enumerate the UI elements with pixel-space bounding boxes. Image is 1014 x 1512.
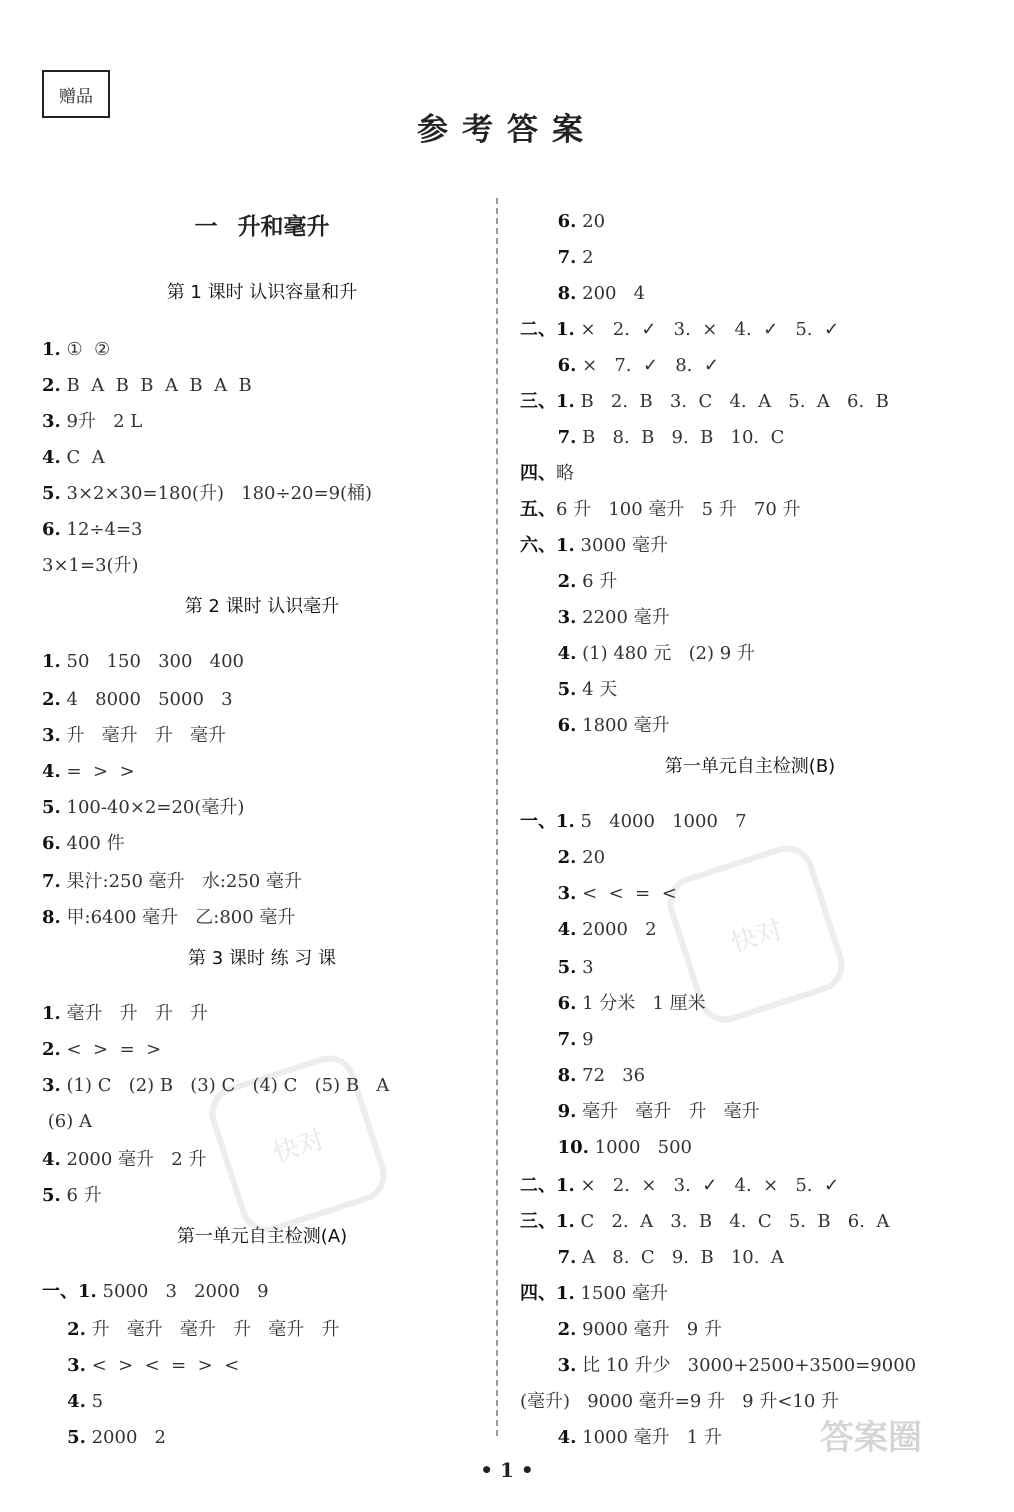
answer-number: 一、1.: [42, 1281, 97, 1302]
answer-line: [520, 244, 594, 272]
answer-line: [42, 1424, 166, 1452]
answer-number: 六、1.: [520, 535, 575, 556]
answer-text: ① ②: [60, 339, 111, 360]
answer-line: [520, 532, 668, 560]
answer-number: 4.: [520, 919, 577, 940]
answer-text: 9000 毫升 9 升: [576, 1319, 722, 1340]
answer-line: [42, 1182, 102, 1210]
page-title: 参考答案: [417, 112, 597, 148]
answer-number: 一、1.: [520, 811, 575, 832]
answer-number: 6.: [42, 833, 61, 854]
answer-line: [520, 496, 801, 524]
answer-number: 三、1.: [520, 391, 575, 412]
answer-text: = > >: [60, 761, 135, 782]
answer-text: × 2. ✓ 3. × 4. ✓ 5. ✓: [574, 319, 840, 340]
answer-number: 2.: [42, 1319, 86, 1340]
answer-text: 略: [556, 463, 574, 484]
answer-number: 6.: [520, 355, 577, 376]
answer-text: B A B B A B A B: [60, 375, 252, 396]
answer-line: [520, 1134, 692, 1162]
answer-text: B 2. B 3. C 4. A 5. A 6. B: [574, 391, 889, 412]
answer-line: [42, 1108, 92, 1136]
answer-number: 2.: [520, 571, 577, 592]
answer-number: 8.: [520, 1065, 577, 1086]
answer-number: 3.: [42, 1355, 86, 1376]
answer-line: [42, 408, 142, 436]
answer-line: [520, 990, 706, 1018]
answer-line: [42, 1316, 339, 1344]
answer-text: 3000 毫升: [574, 535, 669, 556]
answer-number: 5.: [520, 679, 577, 700]
answer-number: 7.: [520, 427, 577, 448]
answer-line: [520, 388, 889, 416]
answer-text: (1) C (2) B (3) C (4) C (5) B A: [60, 1075, 390, 1096]
answer-number: 4.: [520, 1427, 577, 1448]
answer-number: 9.: [520, 1101, 577, 1122]
answer-number: 4.: [42, 1149, 61, 1170]
answer-line: [520, 1388, 839, 1416]
answer-text: C A: [60, 447, 105, 468]
answer-number: 5.: [42, 1427, 86, 1448]
answer-line: [520, 712, 670, 740]
answer-line: [520, 808, 747, 836]
answer-text: 1000 毫升 1 升: [576, 1427, 722, 1448]
section-heading: 第 3 课时 练 习 课: [187, 948, 337, 969]
answer-text: 1500 毫升: [574, 1283, 669, 1304]
answer-line: [520, 352, 719, 380]
watermark-logo: 快对: [202, 1048, 394, 1240]
answer-text: < > = >: [60, 1039, 162, 1060]
answer-text: 100-40×2=20(毫升): [60, 797, 245, 818]
unit-title: 一 升和毫升: [194, 214, 330, 240]
answer-number: 6.: [520, 211, 577, 232]
answer-line: [42, 648, 244, 676]
answer-line: [42, 480, 372, 508]
answer-line: [520, 954, 594, 982]
answer-text: B 8. B 9. B 10. C: [576, 427, 785, 448]
answer-text: 6 升: [576, 571, 618, 592]
answer-number: 三、1.: [520, 1211, 575, 1232]
answer-line: [42, 904, 295, 932]
answer-line: [520, 676, 617, 704]
answer-text: 3×1=3(升): [42, 555, 139, 576]
section-heading: 第 2 课时 认识毫升: [184, 596, 340, 617]
answer-line: [520, 1208, 889, 1236]
answer-line: [42, 1146, 206, 1174]
answer-line: [42, 1352, 239, 1380]
answer-text: 2200 毫升: [576, 607, 670, 628]
answer-number: 8.: [520, 283, 577, 304]
column-divider: [496, 198, 498, 1436]
answer-number: 10.: [520, 1137, 589, 1158]
answer-line: [520, 880, 677, 908]
answer-text: 果汁:250 毫升 水:250 毫升: [60, 871, 302, 892]
answer-text: 毫升 升 升 升: [60, 1003, 209, 1024]
answer-line: [520, 568, 617, 596]
answer-line: [42, 868, 302, 896]
answer-number: 3.: [42, 1075, 61, 1096]
answer-number: 1.: [42, 339, 61, 360]
answer-text: 1 分米 1 厘米: [576, 993, 706, 1014]
answer-number: 5.: [42, 797, 61, 818]
answer-number: 二、1.: [520, 1175, 575, 1196]
answer-number: 四、1.: [520, 1283, 575, 1304]
answer-line: [42, 444, 105, 472]
answer-text: 20: [576, 847, 606, 868]
answer-line: [520, 640, 755, 668]
answer-line: [520, 460, 574, 488]
answer-line: [520, 916, 657, 944]
answer-text: × 7. ✓ 8. ✓: [576, 355, 719, 376]
answer-number: 4.: [520, 643, 577, 664]
answer-text: 5: [85, 1391, 104, 1412]
answer-number: 6.: [520, 715, 577, 736]
answer-line: [42, 1036, 161, 1064]
answer-number: 二、1.: [520, 319, 575, 340]
answer-line: [42, 1000, 208, 1028]
answer-text: 2: [576, 247, 594, 268]
answer-number: 7.: [42, 871, 61, 892]
answer-line: [520, 604, 670, 632]
answer-number: 7.: [520, 1247, 577, 1268]
answer-line: [42, 722, 226, 750]
answer-number: 1.: [42, 1003, 61, 1024]
answer-line: [520, 1424, 722, 1452]
answer-text: 3: [576, 957, 594, 978]
answer-line: [42, 1278, 269, 1306]
answer-line: [520, 1172, 839, 1200]
answer-text: 400 件: [60, 833, 125, 854]
answer-number: 3.: [42, 411, 61, 432]
answer-line: [520, 316, 839, 344]
answer-number: 6.: [520, 993, 577, 1014]
answer-number: 2.: [520, 1319, 577, 1340]
answer-number: 5.: [42, 483, 61, 504]
answer-line: [520, 1352, 916, 1380]
watermark-logo: 快对: [660, 838, 852, 1030]
answer-text: 12÷4=3: [60, 519, 143, 540]
answer-text: 200 4: [576, 283, 646, 304]
answer-line: [42, 794, 244, 822]
answer-line: [42, 758, 135, 786]
answer-number: 2.: [42, 1039, 61, 1060]
answer-text: C 2. A 3. B 4. C 5. B 6. A: [574, 1211, 890, 1232]
answer-number: 3.: [520, 883, 577, 904]
answer-line: [520, 1026, 594, 1054]
answer-text: 2000 毫升 2 升: [60, 1149, 207, 1170]
answer-line: [520, 1316, 722, 1344]
answer-number: 6.: [42, 519, 61, 540]
answer-text: 9: [576, 1029, 594, 1050]
answer-text: 3×2×30=180(升) 180÷20=9(桶): [60, 483, 373, 504]
answer-text: 1800 毫升: [576, 715, 670, 736]
answer-line: [520, 1244, 784, 1272]
answer-text: 升 毫升 升 毫升: [60, 725, 227, 746]
answer-text: < < = <: [576, 883, 677, 904]
answer-line: [42, 372, 252, 400]
answer-line: [520, 424, 784, 452]
answer-number: 3.: [520, 607, 577, 628]
answer-text: 50 150 300 400: [60, 651, 244, 672]
answer-text: 甲:6400 毫升 乙:800 毫升: [60, 907, 296, 928]
answer-number: 8.: [42, 907, 61, 928]
answer-line: [520, 1280, 668, 1308]
answer-text: (1) 480 元 (2) 9 升: [576, 643, 755, 664]
answer-number: 3.: [520, 1355, 577, 1376]
answer-number: 7.: [520, 247, 577, 268]
answer-line: [520, 1062, 645, 1090]
answer-text: A 8. C 9. B 10. A: [576, 1247, 784, 1268]
answer-text: 20: [576, 211, 606, 232]
answer-number: 五、: [520, 499, 556, 520]
answer-text: (毫升) 9000 毫升=9 升 9 升<10 升: [520, 1391, 840, 1412]
answer-line: [42, 830, 125, 858]
section-heading: 第一单元自主检测(B): [664, 756, 836, 777]
answer-number: 2.: [42, 375, 61, 396]
answer-line: [520, 1098, 760, 1126]
answer-number: 4.: [42, 761, 61, 782]
answer-text: × 2. × 3. ✓ 4. × 5. ✓: [574, 1175, 840, 1196]
answer-line: [42, 552, 139, 580]
answer-number: 四、: [520, 463, 556, 484]
answer-text: 1000 500: [588, 1137, 692, 1158]
answer-line: [42, 516, 143, 544]
answer-line: [42, 336, 110, 364]
answer-text: (6) A: [42, 1111, 92, 1132]
answer-text: 2000 2: [576, 919, 657, 940]
answer-line: [520, 208, 605, 236]
answer-line: [520, 280, 645, 308]
answer-number: 5.: [520, 957, 577, 978]
answer-number: 2.: [520, 847, 577, 868]
section-heading: 第 1 课时 认识容量和升: [166, 282, 358, 303]
answer-text: 4 8000 5000 3: [60, 689, 233, 710]
answer-text: 72 36: [576, 1065, 646, 1086]
answer-number: 3.: [42, 725, 61, 746]
corner-watermark: 答案圈: [820, 1418, 922, 1458]
answer-number: 4.: [42, 1391, 86, 1412]
answer-text: 5000 3 2000 9: [96, 1281, 269, 1302]
answer-text: < > < = > <: [85, 1355, 240, 1376]
answer-text: 9升 2 L: [60, 411, 143, 432]
answer-text: 升 毫升 毫升 升 毫升 升: [85, 1319, 340, 1340]
answer-number: 2.: [42, 689, 61, 710]
page-number: • 1 •: [480, 1458, 534, 1482]
answer-text: 2000 2: [85, 1427, 167, 1448]
answer-text: 6 升: [60, 1185, 102, 1206]
answer-number: 4.: [42, 447, 61, 468]
answer-text: 5 4000 1000 7: [574, 811, 747, 832]
answer-number: 1.: [42, 651, 61, 672]
answer-line: [42, 686, 233, 714]
answer-text: 比 10 升少 3000+2500+3500=9000: [576, 1355, 917, 1376]
answer-number: 5.: [42, 1185, 61, 1206]
answer-text: 4 天: [576, 679, 618, 700]
gift-badge: 赠品: [42, 70, 110, 118]
answer-text: 毫升 毫升 升 毫升: [576, 1101, 760, 1122]
answer-line: [42, 1388, 103, 1416]
answer-number: 7.: [520, 1029, 577, 1050]
section-heading: 第一单元自主检测(A): [176, 1226, 348, 1247]
answer-text: 6 升 100 毫升 5 升 70 升: [556, 499, 801, 520]
answer-line: [520, 844, 605, 872]
answer-line: [42, 1072, 389, 1100]
